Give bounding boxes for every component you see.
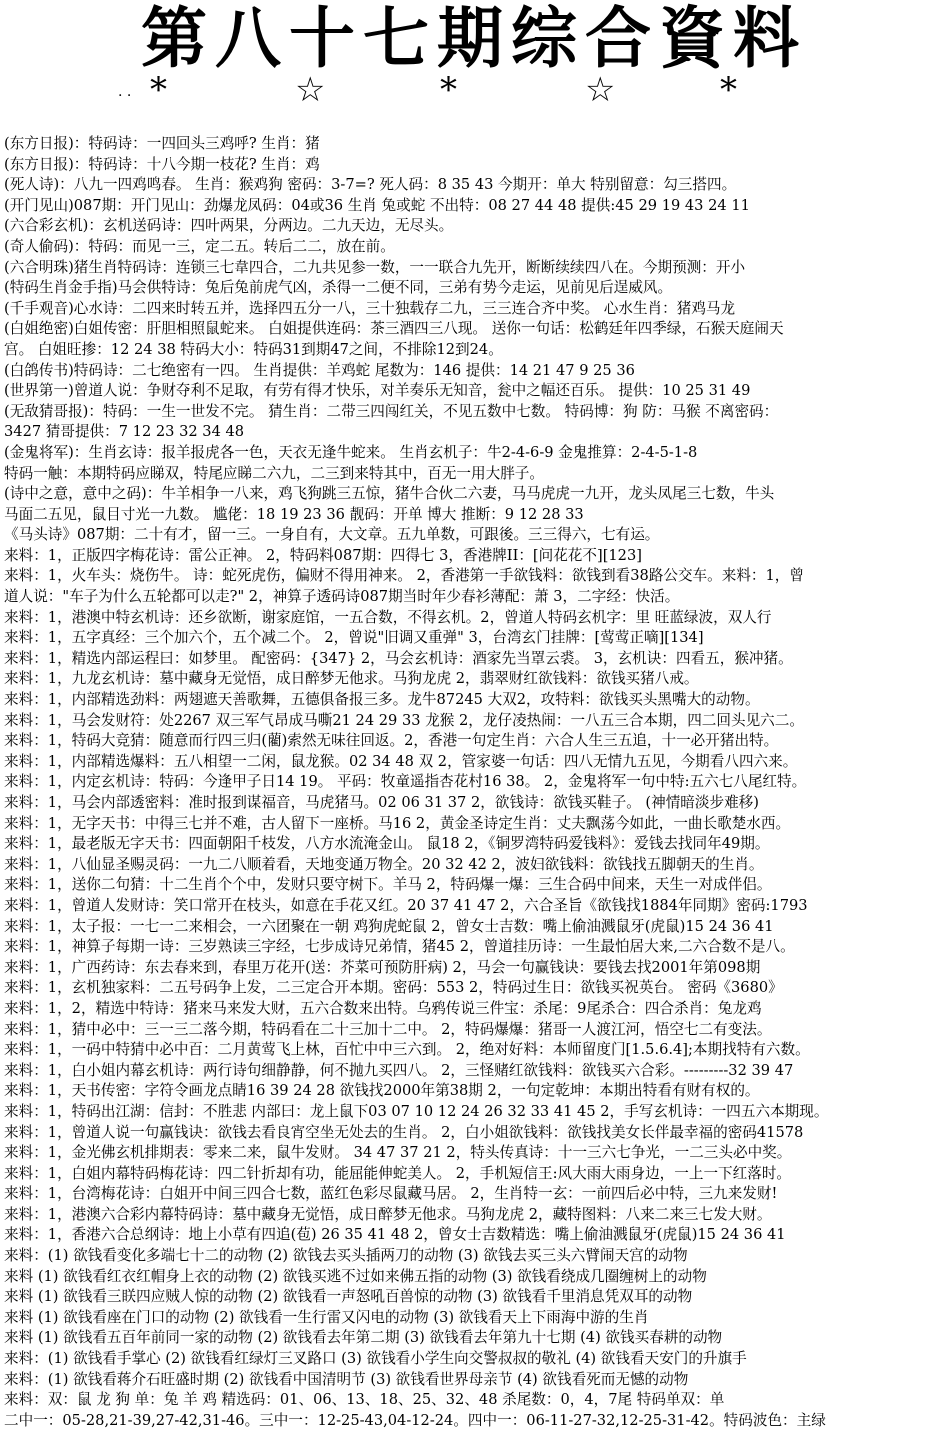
text-line: 来料：1，八仙显圣赐灵码：一九二八顺着看，天地变通万物全。20 32 42 2，波妇欲钱料：欲钱找五脚朝天的生肖。 (4, 855, 764, 873)
text-line: 来料：1，送你二句猜：十二生肖个个中，发财只要守树下。羊马 2，特码爆一爆：三生合码中间来，天生一对成伴侣。 (4, 876, 772, 894)
text-line: 3427 猜哥提供：7 12 23 32 34 48 (4, 423, 245, 441)
text-line: 来料：1，曾道人说一句赢钱诀：欲钱去看良宵空坐无处去的生肖。 2，白小姐欲钱料：欲钱找美女长伴最幸福的密码41578 (4, 1123, 804, 1141)
text-line: 来料：1，正版四字梅花诗：雷公正神。 2，特码料087期：四得七 3，香港牌II：[问花花不][123] (4, 546, 642, 564)
text-line: 来料：1，马会发财符：处2267 双三军气昂成马嘶21 24 29 33 龙猴 2，龙仔凌热闹：一八五三合本期，四二回头见六二。 (4, 711, 804, 729)
text-line: 来料：(1) 欲钱看手掌心 (2) 欲钱看红绿灯三叉路口 (3) 欲钱看小学生向交警叔叔的敬礼 (4) 欲钱看天安门的升旗手 (4, 1350, 747, 1368)
decor-star: * (150, 70, 167, 110)
content-lines (4, 134, 944, 1431)
text-line: 来料：1，内部精选爆料：五八相望一二闲，鼠龙猴。02 34 48 双 2，管家婆一句话：四八无情九五见，今期看八四六来。 (4, 752, 798, 770)
text-line: (开门见山)087期：开门见山：劲爆龙凤码：04或36 生肖 兔或蛇 不出特：08 27 44 48 提供:45 29 19 43 24 11 (4, 196, 750, 214)
text-line: 来料：1，精选内部运程曰：如梦里。 配密码：{347} 2，马会玄机诗：酒家先当罩云裘。 3，玄机诀：四看五，猴冲猪。 (4, 649, 793, 667)
decor-star: ☆ (295, 70, 326, 110)
text-line: (诗中之意，意中之码)：牛羊相争一八来，鸡飞狗跳三五惊，猪牛合伙二六妻，马马虎虎一九开，龙头凤尾三七数，牛头 (4, 485, 775, 503)
text-line: (东方日报)：特码诗：一四回头三鸡呼? 生肖：猪 (4, 135, 320, 152)
text-line: 来料：1，台湾梅花诗：白姐开中间三四合七数，蓝红色彩尽鼠藏马居。 2，生肖特一玄：一前四后必中特，三九来发财! (4, 1185, 778, 1203)
text-line: 来料：1，白姐内幕特码梅花诗：四二针折却有功，能屈能伸蛇美人。 2，手机短信王:风大雨大雨身边，一上一下红落时。 (4, 1164, 792, 1182)
text-line: 来料 (1) 欲钱看五百年前同一家的动物 (2) 欲钱看去年第二期 (3) 欲钱看去年第九十七期 (4) 欲钱买春耕的动物 (4, 1329, 723, 1347)
text-line: 来料：1，香港六合总纲诗：地上小草有四追(苞) 26 35 41 48 2，曾女士吉数精选：嘴上偷油溅鼠牙(虎鼠)15 24 36 41 (4, 1226, 786, 1244)
text-line: 来料：1，白小姐内幕玄机诗：两行诗句细静静，何不抛九买四八。 2，三怪赌红欲钱料：欲钱买六合彩。---------32 39 47 (4, 1061, 794, 1079)
text-line: 来料：1，内部精选劲料：两翅遮天善歌舞，五德俱备报三多。龙牛87245 大双2，攻特料：欲钱买头黑嘴大的动物。 (4, 691, 760, 709)
decor-dots: . . (118, 84, 132, 100)
text-line: 来料：1，太子报：一七一二来相会，一六团聚在一朝 鸡狗虎蛇鼠 2，曾女士吉数：嘴上偷油溅鼠牙(虎鼠)15 24 36 41 (4, 917, 774, 935)
text-line: 道人说："车子为什么五轮都可以走?" 2，神算子透码诗087期当时年少春衫薄配：萧 3，二字经：快活。 (4, 588, 680, 606)
text-line: 来料：1，内定玄机诗：特码：今逢甲子日14 19。 平码：牧童遥指杏花村16 38。 2，金鬼将军一句中特:五六七八尾红特。 (4, 773, 807, 791)
text-line: 来料：1，最老版无字天书：四面朝阳千枝发，八方水流淹金山。 鼠18 2，《铜罗湾特码爱钱料》：爱钱去找同年49期。 (4, 835, 770, 853)
text-line: 特码一触：本期特码应睇双，特尾应睇二六九，二三到来特其中，百无一用大胖子。 (4, 464, 544, 482)
text-line: (千手观音)心水诗：二四来时转五并，选择四五分一八，三十独载存二九，三三连合齐中奖。 心水生肖：猪鸡马龙 (4, 299, 736, 317)
text-line: 来料 (1) 欲钱看红衣红帽身上衣的动物 (2) 欲钱买逃不过如来佛五指的动物 (3) 欲钱看绕成几圈缠树上的动物 (4, 1267, 707, 1285)
text-line: 来料：双：鼠 龙 狗 单：兔 羊 鸡 精选码：01、06、13、18、25、32、48 杀尾数：0，4，7尾 特码单双：单 (4, 1391, 725, 1409)
decor-star: * (720, 70, 737, 110)
text-line: 来料：1，猜中必中：三一三二落今期，特码看在二十三加十二中。 2，特码爆爆：猪哥一人渡江河，悟空七二有变法。 (4, 1020, 772, 1038)
text-line: 来料：1，曾道人发财诗：笑口常开在枝头，如意在手花又红。20 37 41 47 2，六合圣旨《欲钱找1884年同期》密码:1793 (4, 896, 808, 914)
text-line: (奇人偷码)：特码：而见一三，定二五。转后二二，放在前。 (4, 237, 395, 255)
text-line: (东方日报)：特码诗：十八今期一枝花? 生肖：鸡 (4, 155, 320, 173)
text-line: 来料：(1) 欲钱看蒋介石旺盛时期 (2) 欲钱看中国清明节 (3) 欲钱看世界母亲节 (4) 欲钱看死而无憾的动物 (4, 1370, 689, 1388)
text-line: 来料：1，2，精选中特诗：猪来马来发大财，五六合数来出特。乌鸦传说三件宝：杀尾：9尾杀合：四合杀肖：兔龙鸡 (4, 999, 762, 1017)
text-line: 来料：1，一码中特猜中必中百：二月黄莺飞上林，百忙中中三六到。 2，绝对好料：本师留度门[1.5.6.4];本期找特有六数。 (4, 1041, 810, 1059)
text-line: 来料：1，广西药诗：东去春来到，春里万花开(送：芥菜可预防肝病) 2，马会一句赢钱诀：要钱去找2001年第098期 (4, 958, 761, 976)
text-line: 来料：(1) 欲钱看变化多端七十二的动物 (2) 欲钱去买头插两刀的动物 (3) 欲钱去买三头六臂闹天宫的动物 (4, 1247, 688, 1265)
text-line: 来料：1，港澳六合彩内幕特码诗：墓中藏身无觉悟，成日醉梦无他求。马狗龙虎 2，藏特图料：八来二来三七发大财。 (4, 1205, 772, 1223)
text-line: 二中一：05-28,21-39,27-42,31-46。三中一：12-25-43,04-12-24。四中一：06-11-27-32,12-25-31-42。特码波色：主绿 (4, 1411, 826, 1429)
text-line: (特码生肖金手指)马会供特诗：兔后兔前虎气凶，杀得一二便不同，三弟有势今走运，见前见后逞威风。 (4, 279, 673, 297)
text-line: 来料：1，金光佛玄机排期表：零来二来，鼠牛发财。 34 47 37 21 2，特头传真诗：十一三六七争光，一二三头必中奖。 (4, 1144, 792, 1162)
text-line: 来料：1，特码大竞猜：随意而行四三归(藺)索然无味往回返。2，香港一句定生肖：六合人生三五追，十一必开猪出特。 (4, 732, 779, 750)
text-line: 来料：1，五字真经：三个加六个，五个减二个。 2，曾说"旧调又重弹" 3，台湾玄门挂牌：[莺莺正嘀][134] (4, 629, 704, 647)
text-line: (白姐绝密)白姐传密：肝胆相照鼠蛇来。 白姐提供连码：茶三酒四三八现。 送你一句话：松鹤廷年四季绿，石猴天庭闹天 (4, 320, 784, 338)
text-line: (世界第一)曾道人说：争财夺利不足取，有劳有得才快乐，对羊奏乐无知音，瓮中之幅还百乐。 提供：10 25 31 49 (4, 382, 751, 400)
text-line: (白鸽传书)特码诗：二七绝密有一四。 生肖提供：羊鸡蛇 尾数为：146 提供：14 21 47 9 25 36 (4, 361, 635, 379)
text-line: 马面二五见，鼠目寸光一九数。 尴佬：18 19 23 36 靓码：开单 博大 推断：9 12 28 33 (4, 505, 584, 523)
text-line: 来料：1，玄机独家料：二五号码争上发，二三定合开本期。密码：553 2，特码过生日：欲钱买祝英台。 密码《3680》 (4, 979, 783, 997)
decor-star: * (440, 70, 457, 110)
text-line: 《马头诗》087期：二十有才，留一三。一身自有，大文章。五九单数，可跟後。三三得六，七有运。 (4, 526, 660, 544)
text-line: 来料：1，马会内部透密料：准时报到谋福音，马虎猪马。02 06 31 37 2，欲钱诗：欲钱买鞋子。 (神情暗淡步难移) (4, 794, 759, 811)
decor-stars (150, 70, 790, 112)
text-line: 来料：1，港澳中特玄机诗：还乡欲断，谢家庭馆，一五合数，不得玄机。2，曾道人特码玄机字：里 旺蓝绿波，双人行 (4, 608, 772, 626)
text-line: 来料：1，九龙玄机诗：墓中藏身无觉悟，成日醉梦无他求。马狗龙虎 2，翡翠财红欲钱料：欲钱买猪八戒。 (4, 670, 699, 688)
text-line: 来料：1，神算子每期一诗：三岁熟读三字经，七步成诗兄弟情，猪45 2，曾道挂历诗：一生最怕居大来,二六合数不是八。 (4, 938, 795, 956)
text-line: (六合彩玄机)：玄机送码诗：四叶两果，分两边。二九天边，无尽头。 (4, 217, 454, 235)
text-line: 来料：1，火车头：烧伤牛。 诗：蛇死虎伤，偏财不得用神来。 2，香港第一手欲钱料：欲钱到看38路公交车。来料：1，曾 (4, 567, 804, 585)
text-line: (死人诗)：八九一四鸡鸣春。 生肖：猴鸡狗 密码：3-7=? 死人码：8 35 43 今期开：单大 特别留意：勾三搭四。 (4, 176, 737, 194)
text-line: (金鬼将军)：生肖玄诗：报羊报虎各一色，天衣无逢牛蛇来。 生肖玄机子：牛2-4-6-9 金鬼推算：2-4-5-1-8 (4, 443, 698, 461)
decor-star: ☆ (585, 70, 616, 110)
text-line: 来料 (1) 欲钱看三眹四应贼人惊的动物 (2) 欲钱看一声怒吼百兽惊的动物 (3) 欲钱看千里消息凭双耳的动物 (4, 1288, 693, 1306)
page-title: 第八十七期综合資料 (141, 0, 807, 77)
text-line: 来料：1，无字天书：中得三七并不难，古人留下一座桥。马16 2，黄金圣诗定生肖：丈夫飘荡今如此，一曲长歌楚水西。 (4, 814, 791, 832)
text-line: 来料 (1) 欲钱看座在门口的动物 (2) 欲钱看一生行雷又闪电的动物 (3) 欲钱看天上下雨海中游的生肖 (4, 1308, 649, 1326)
text-line: (六合明珠)猪生肖特码诗：连锁三七韋四合，二九共见参一数，一一联合九先开，断断续续四八在。今期预测：开小 (4, 258, 746, 276)
text-line: 来料：1，特码出江湖：信封：不胜悲 内部曰：龙上鼠下03 07 10 12 24 26 32 33 41 45 2，手写玄机诗：一四五六本期现。 (4, 1102, 829, 1120)
text-line: 宫。 白姐旺掺：12 24 38 特码大小：特码31到期47之间，不排除12到24。 (4, 340, 503, 358)
text-line: 来料：1，天书传密：字符令画龙点睛16 39 24 28 欲钱找2000年第38期 2，一句定乾坤：本期出特看有财有权的。 (4, 1082, 760, 1100)
text-line: (无敌猜哥报)：特码：一生一世发不完。 猜生肖：二带三四闯红关，不见五数中七数。 特码博：狗 防：马猴 不离密码： (4, 402, 779, 420)
